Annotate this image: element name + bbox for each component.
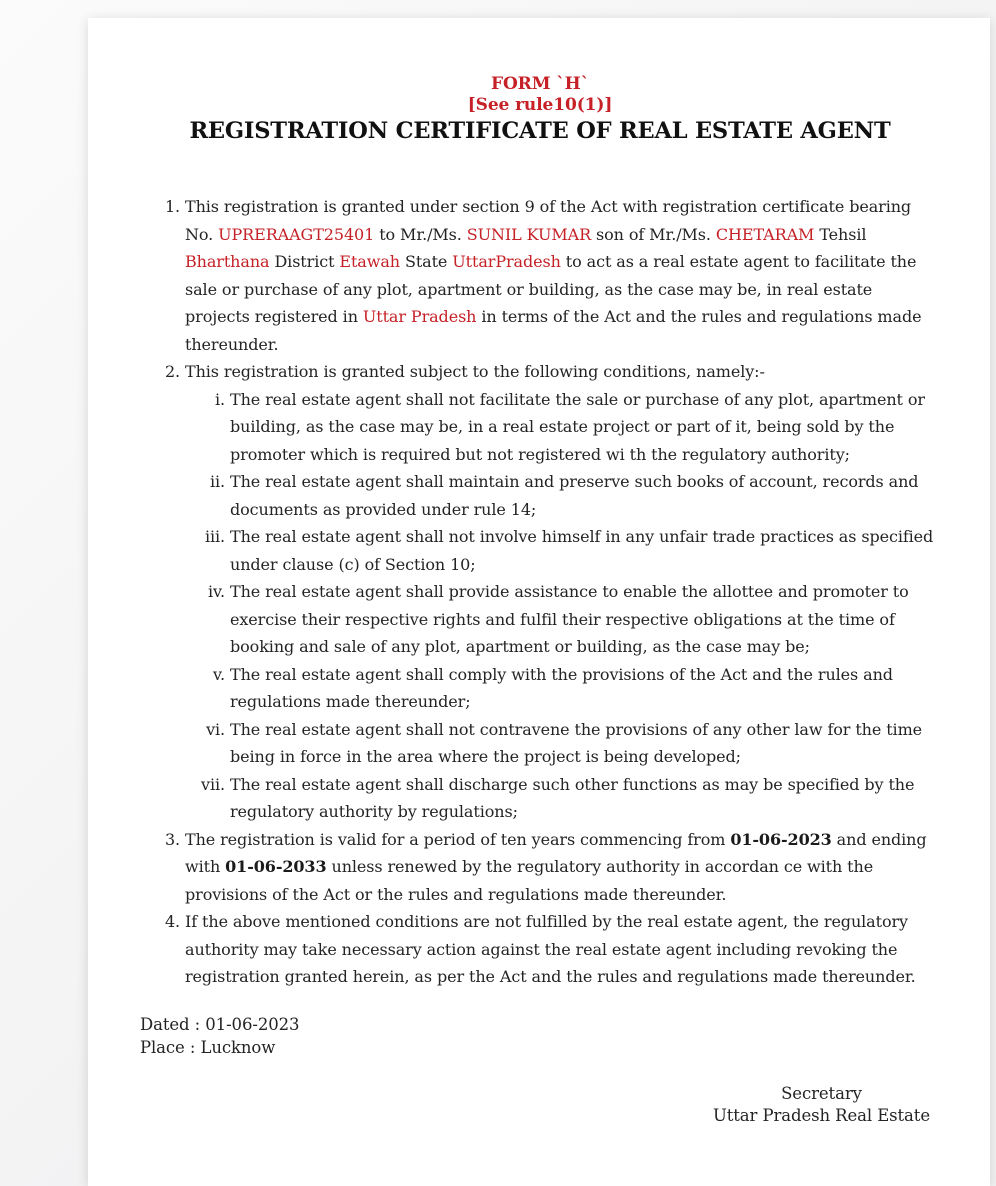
signature-block xyxy=(713,1083,930,1127)
signatory-title: Secretary xyxy=(781,1083,862,1103)
signatory-organisation: Uttar Pradesh Real Estate xyxy=(712,1105,930,1125)
father-name-value: CHETARAM xyxy=(715,224,815,244)
clause-2-lead: This registration is granted subject to the following conditions, namely:- xyxy=(185,362,765,381)
condition-i xyxy=(230,386,940,469)
clause-list xyxy=(140,193,940,991)
text-run: District xyxy=(269,252,340,271)
rule-reference: [See rule10(1)] xyxy=(467,95,613,115)
text-run: son of Mr./Ms. xyxy=(591,224,716,244)
condition-text: The real estate agent shall comply with the provisions of the Act and the rules and regulations made thereunder; xyxy=(230,664,893,711)
commencement-date-value: 01-06-2023 xyxy=(730,829,832,849)
condition-text: The real estate agent shall discharge such other functions as may be specified by the regulatory authority by regulations; xyxy=(230,774,915,821)
conditions-list xyxy=(185,386,940,826)
text-run: The registration is valid for a period of ten years commencing from xyxy=(185,829,731,849)
condition-text: The real estate agent shall maintain and preserve such books of account, records and documents as provided under rule 14; xyxy=(230,472,919,519)
text-run: in terms of the Act and the rules and regulations made thereunder. xyxy=(185,307,922,354)
document-header xyxy=(140,74,940,145)
place-line: Place : Lucknow xyxy=(140,1037,276,1057)
condition-ii xyxy=(230,468,940,523)
tehsil-value: Bharthana xyxy=(185,252,270,271)
text-run: to Mr./Ms. xyxy=(374,224,467,244)
condition-v xyxy=(230,661,940,716)
projects-state-value: Uttar Pradesh xyxy=(362,307,477,326)
text-run: State xyxy=(399,252,453,271)
condition-iii xyxy=(230,523,940,578)
state-value: UttarPradesh xyxy=(452,252,561,271)
dated-block xyxy=(140,1013,940,1059)
condition-vii xyxy=(230,771,940,826)
agent-name-value: SUNIL KUMAR xyxy=(466,224,592,244)
text-run: unless renewed by the regulatory authority in accordan ce with the provisions of the Act or the rules and regulations made thereunder. xyxy=(185,857,874,904)
expiry-date-value: 01-06-2033 xyxy=(225,857,327,876)
condition-text: The real estate agent shall not facilitate the sale or purchase of any plot, apartment or building, as the case may be, in a real estate project or part of it, being sold by the promoter which is required but not registered wi th the regulatory authority; xyxy=(230,389,925,464)
text-run: This registration is granted under section 9 of the Act with registration certificate bearing No. xyxy=(185,197,912,244)
registration-number-value: UPRERAAGT25401 xyxy=(218,224,375,244)
document-title: REGISTRATION CERTIFICATE OF REAL ESTATE AGENT xyxy=(189,118,891,144)
form-number: FORM `H` xyxy=(490,74,589,94)
certificate-page xyxy=(88,18,990,1186)
clause-2 xyxy=(185,358,940,826)
condition-text: The real estate agent shall not involve himself in any unfair trade practices as specified under clause (c) of Section 10; xyxy=(230,527,934,574)
condition-vi xyxy=(230,716,940,771)
clause-3 xyxy=(185,826,940,909)
condition-text: The real estate agent shall not contravene the provisions of any other law for the time being in force in the area where the project is being developed; xyxy=(230,719,923,766)
district-value: Etawah xyxy=(339,252,400,271)
text-run: Tehsil xyxy=(814,224,867,244)
text-run: to act as a real estate agent to facilitate the sale or purchase of any plot, apartment or building, as the case may be, in real estate projects registered in xyxy=(185,252,917,326)
clause-1 xyxy=(185,193,940,358)
dated-line: Dated : 01-06-2023 xyxy=(140,1014,300,1034)
text-run: and ending with xyxy=(185,829,927,876)
clause-4-text: If the above mentioned conditions are not fulfilled by the real estate agent, the regulatory authority may take necessary action against the real estate agent including revoking the registration granted herein, as per the Act and the rules and regulations made thereunder. xyxy=(185,912,916,986)
condition-iv xyxy=(230,578,940,661)
clause-4 xyxy=(185,908,940,991)
condition-text: The real estate agent shall provide assistance to enable the allottee and promoter to exercise their respective rights and fulfil their respective obligations at the time of booking and sale of any plot, apartment or building, as the case may be; xyxy=(230,582,909,656)
